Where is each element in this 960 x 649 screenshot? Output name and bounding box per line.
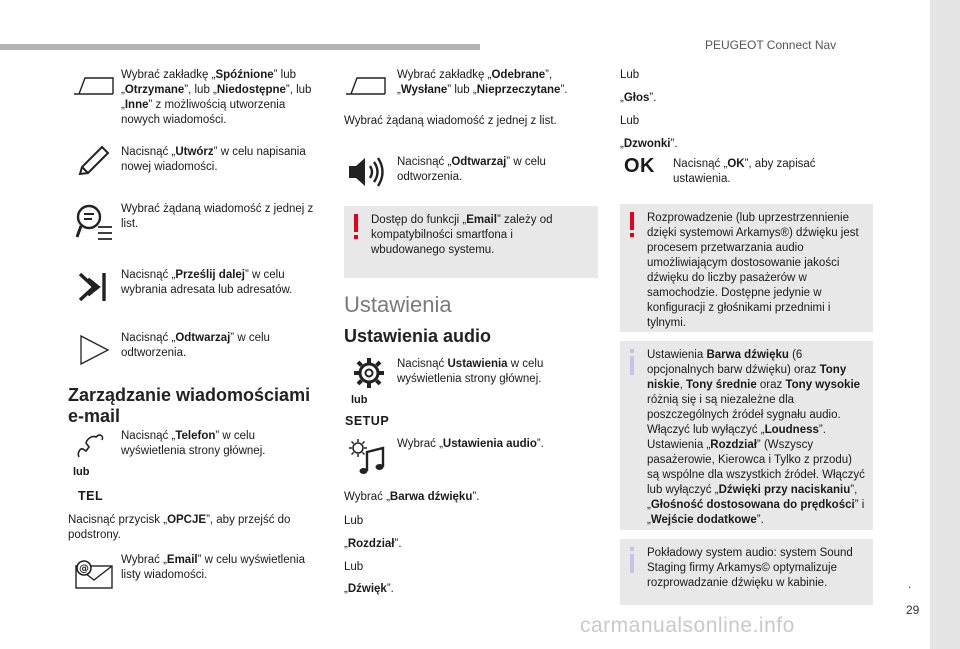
page-header: PEUGEOT Connect Nav <box>705 38 837 52</box>
watermark: carmanualsonline.info <box>580 614 795 637</box>
warning-box-email: Dostęp do funkcji „Email” zależy od kompatybilności smartfona i wbudowanego systemu. <box>344 206 598 278</box>
item-play-text: Nacisnąć „Odtwarzaj” w celu odtworzenia. <box>121 332 270 359</box>
warning-box-audio: Rozprowadzenie (lub uprzestrzennienie dzięki systemowi Arkamys®) dźwięku jest procesem przetwarzania audio umożliwiającym dostosowanie jakości dźwięku do liczby pasażerów w samochodzie. Dostępne jedynie w konfiguracji z głośnikami przednimi i tylnymi. <box>620 204 873 332</box>
setup-label: SETUP <box>345 414 390 428</box>
item-create-text: Nacisnąć „Utwórz” w celu napisania nowej wiadomości. <box>121 146 306 173</box>
lub-label-2: lub <box>351 394 368 406</box>
top-rule <box>0 44 480 50</box>
lub-text-4: Lub <box>620 115 640 127</box>
speaker-icon <box>345 155 387 189</box>
item-phone-text: Nacisnąć „Telefon” w celu wyświetlenia strony głównej. <box>121 430 266 457</box>
glos-text: „Głos”. <box>620 92 657 104</box>
item-settings-text: Nacisnąć Ustawienia w celu wyświetlenia strony głównej. <box>397 358 544 385</box>
email-icon <box>73 558 115 592</box>
dzwiek-text: „Dźwięk”. <box>344 583 394 595</box>
svg-text:@: @ <box>79 563 89 575</box>
item-select-text: Wybrać żądaną wiadomość z jednej z list. <box>121 203 314 230</box>
item-forward-text: Nacisnąć „Prześlij dalej” w celu wybrania adresata lub adresatów. <box>121 269 293 296</box>
info-icon <box>628 349 636 375</box>
ok-button-label: OK <box>624 155 655 177</box>
section-email-heading: Zarządzanie wiadomościami e-mail <box>68 385 311 426</box>
continuation-dot: . <box>908 577 912 591</box>
page-edge-strip <box>930 0 960 649</box>
lub-text-2: Lub <box>344 561 364 573</box>
info-icon <box>628 547 636 573</box>
warning-icon <box>628 212 636 238</box>
item-play-text-2: Nacisnąć „Odtwarzaj” w celu odtworzenia. <box>397 156 546 183</box>
warning-icon <box>352 214 360 240</box>
item-audio-text: Wybrać „Ustawienia audio”. <box>397 438 544 450</box>
phone-icon <box>70 430 112 464</box>
search-list-icon <box>73 206 115 240</box>
tel-label: TEL <box>78 489 104 503</box>
item-email-text: Wybrać „Email” w celu wyświetlenia listy wiadomości. <box>121 554 305 581</box>
lub-text-3: Lub <box>620 69 640 81</box>
forward-icon <box>73 270 115 304</box>
pencil-icon <box>73 143 115 177</box>
info-box-arkamys: Pokładowy system audio: system Sound Staging firmy Arkamys© optymalizuje rozprowadzanie dźwięku w kabinie. <box>620 539 873 605</box>
play-icon <box>73 333 115 367</box>
item-ok-text: Nacisnąć „OK”, aby zapisać ustawienia. <box>673 158 816 185</box>
gear-icon <box>348 356 390 390</box>
barwa-text: Wybrać „Barwa dźwięku”. <box>344 491 480 503</box>
lub-label: lub <box>73 466 90 478</box>
lub-text-1: Lub <box>344 515 364 527</box>
section-audio-heading: Ustawienia audio <box>344 326 492 346</box>
select-text-2: Wybrać żądaną wiadomość z jednej z list. <box>344 115 557 127</box>
tab-icon <box>73 69 115 103</box>
info-box-tone: Ustawienia Barwa dźwięku (6 opcjonalnych barw dźwięku) oraz Tony niskie, Tony średnie oraz Tony wysokie różnią się i są niezależne dla poszczególnych źródeł sygnału audio. Włączyć lub wyłączyć „Loudness”. Ustawienia „Rozdział” (Wszyscy pasażerowie, Kierowca i Tylko z przodu) są wspólne dla wszystkich źródeł. Włączyć lub wyłączyć „Dźwięki przy naciskaniu”, „Głośność dostosowana do prędkości” i „Wejście dodatkowe”. <box>620 341 873 530</box>
item-tabs-text-2: Wybrać zakładkę „Odebrane”, „Wysłane” lub „Nieprzeczytane”. <box>397 69 568 96</box>
audio-settings-icon <box>346 440 388 474</box>
section-settings-heading: Ustawienia <box>344 292 452 317</box>
page-number: 29 <box>906 603 920 617</box>
item-tabs-text: Wybrać zakładkę „Spóźnione” lub „Otrzymane”, lub „Niedostępne”, lub „Inne” z możliwością utworzenia nowych wiadomości. <box>121 69 312 126</box>
dzwonki-text: „Dzwonki”. <box>620 138 678 150</box>
tab-icon <box>345 69 387 103</box>
rozdzial-text: „Rozdział”. <box>344 538 402 550</box>
item-opcje-text: Nacisnąć przycisk „OPCJE”, aby przejść do podstrony. <box>68 514 291 541</box>
